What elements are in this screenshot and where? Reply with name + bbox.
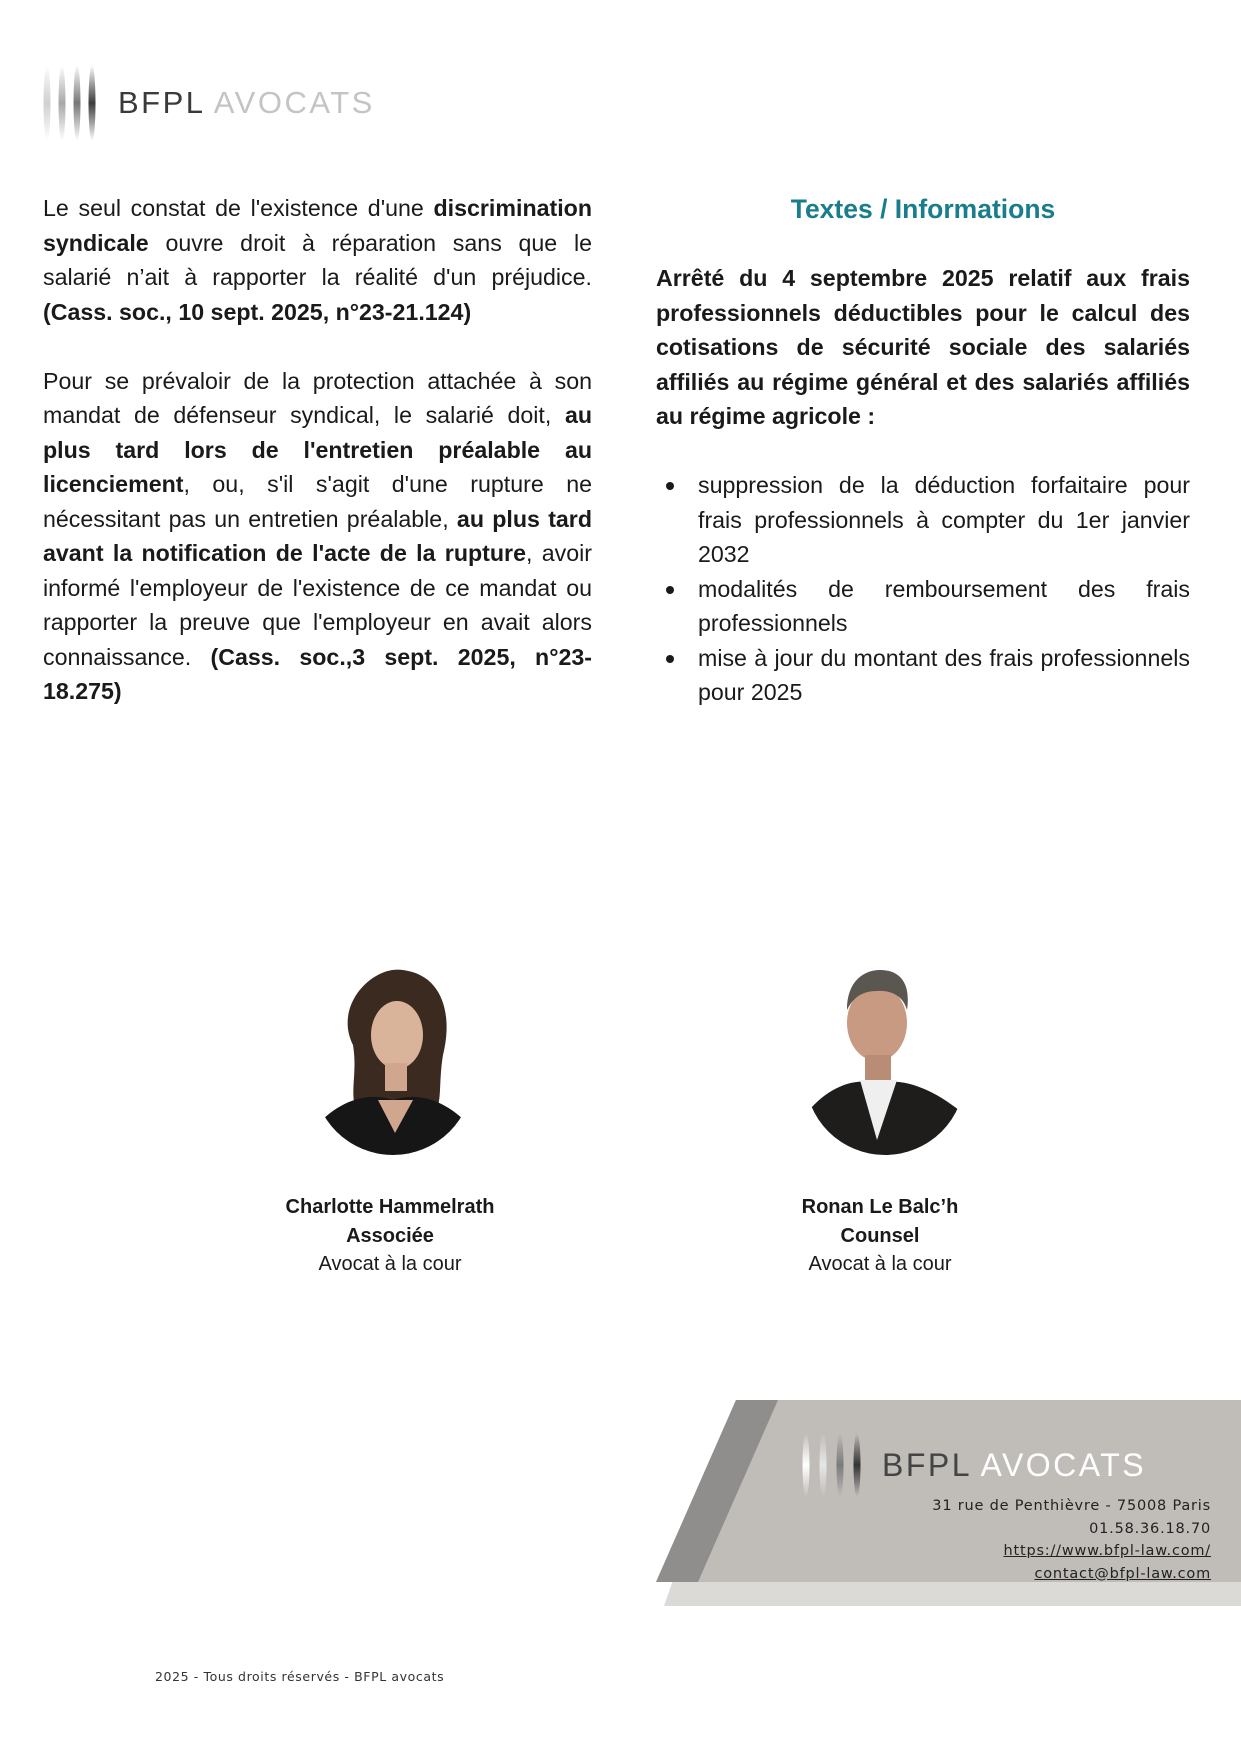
logo-avocats: AVOCATS: [213, 85, 375, 120]
person-charlotte: [240, 1193, 540, 1279]
card-logo-wordmark: [882, 1447, 1146, 1484]
person-name: Charlotte Hammelrath: [285, 1196, 495, 1218]
text: ouvre droit à réparation sans que le salarié n’ait à rapporter la réalité d'un préjudice.: [43, 229, 592, 290]
header-logo: [42, 64, 375, 142]
paragraph-defenseur: [43, 364, 592, 709]
logo-bars-icon: [800, 1432, 866, 1498]
list-item-text: modalités de remboursement des frais professionnels: [698, 575, 1190, 636]
list-item: [656, 572, 1190, 641]
logo-bfpl: BFPL: [118, 85, 205, 120]
person-title: Avocat à la cour: [808, 1253, 952, 1275]
list-item-text: mise à jour du montant des frais professionnels pour 2025: [698, 644, 1190, 705]
portrait-charlotte: [313, 965, 473, 1165]
logo-wordmark: [118, 85, 375, 121]
bullet-icon: [666, 655, 674, 663]
citation: (Cass. soc.,3 sept. 2025, n°23-18.275): [43, 643, 592, 704]
card-logo: [800, 1432, 1146, 1498]
person-name: Ronan Le Balc’h: [801, 1196, 959, 1218]
section-title: Textes / Informations: [790, 194, 1056, 224]
text: , ou, s'il s'agit d'une rupture ne nécessitant pas un entretien préalable,: [43, 471, 592, 532]
citation: (Cass. soc., 10 sept. 2025, n°23-21.124): [43, 298, 472, 325]
list-item: [656, 641, 1190, 710]
list-item: [656, 468, 1190, 572]
person-ronan: [730, 1193, 1030, 1279]
arrete-heading: Arrêté du 4 septembre 2025 relatif aux frais professionnels déductibles pour le calcul des cotisations de sécurité sociale des salariés affiliés au régime général et des salariés affiliés au régime agricole :: [656, 265, 1190, 429]
paragraph-discrimination: [43, 191, 592, 329]
person-title: Avocat à la cour: [318, 1253, 462, 1275]
logo-avocats: AVOCATS: [980, 1446, 1147, 1483]
bullet-icon: [666, 586, 674, 594]
logo-bfpl: BFPL: [882, 1446, 971, 1483]
bullet-list: [656, 468, 1190, 710]
contact-info: [932, 1495, 1211, 1585]
bullet-icon: [666, 482, 674, 490]
portrait-ronan: [805, 965, 965, 1165]
email-link[interactable]: contact@bfpl-law.com: [1034, 1565, 1211, 1582]
text: Le seul constat de l'existence d'une: [43, 195, 434, 221]
copyright: 2025 - Tous droits réservés - BFPL avocats: [155, 1669, 445, 1684]
text: , avoir informé l'employeur de l'existence de ce mandat ou rapporter la preuve que l'employeur en avait alors connaissance.: [43, 540, 592, 670]
bold-text: au plus tard avant la notification de l'acte de la rupture: [43, 505, 592, 566]
phone: 01.58.36.18.70: [1089, 1520, 1211, 1537]
right-column: [656, 191, 1190, 710]
address: 31 rue de Penthièvre - 75008 Paris: [932, 1498, 1211, 1514]
bold-text: discrimination syndicale: [43, 195, 592, 256]
person-role: Counsel: [840, 1224, 920, 1247]
person-role: Associée: [346, 1224, 434, 1247]
text: Pour se prévaloir de la protection attachée à son mandat de défenseur syndical, le salarié doit,: [43, 367, 592, 428]
list-item-text: suppression de la déduction forfaitaire pour frais professionnels à compter du 1er janvier 2032: [698, 472, 1190, 567]
website-link[interactable]: https://www.bfpl-law.com/: [1003, 1543, 1211, 1559]
bold-text: au plus tard lors de l'entretien préalable au licenciement: [43, 402, 592, 497]
left-column: [43, 191, 592, 743]
logo-bars-icon: [42, 64, 100, 142]
